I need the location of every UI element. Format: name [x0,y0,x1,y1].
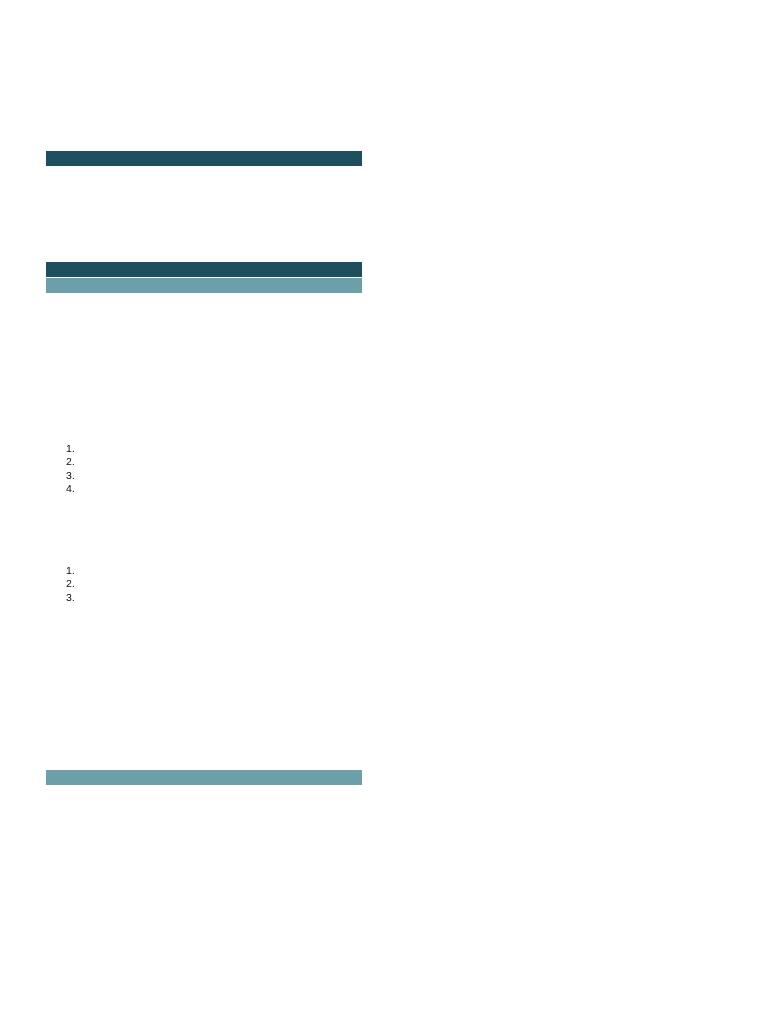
list-item [46,538,362,552]
list-item [46,812,362,826]
list-item: 1. [66,442,75,455]
list-item [46,728,362,742]
epiglottis-label [46,674,362,688]
pleura-label [46,948,362,962]
list-item [46,867,362,881]
list-item: 3. [66,592,75,605]
list-item [46,799,362,813]
list-item: 2. [66,578,75,591]
glottis-list [46,728,362,755]
list-item [46,361,362,375]
lower-tract-header [46,770,362,785]
anatomy-header [46,262,362,277]
regions-label [46,551,362,565]
list-item [46,167,362,181]
list-item [46,235,362,249]
list-item [46,221,362,235]
upper-tract-header [46,278,362,293]
list-item-continuation [46,701,362,715]
larynx-label [46,619,362,633]
list-item [46,524,362,538]
list-item [46,646,362,660]
list-item [46,334,362,348]
list-item: 4. [66,483,75,496]
list-item: 2. [66,456,75,469]
list-item [46,826,362,840]
list-item [46,894,362,908]
nose-label [46,293,362,307]
pharynx-label [46,511,362,525]
lungs-list [46,867,362,881]
list-item [46,880,362,894]
anatomy-section [46,262,362,755]
list-item [46,633,362,647]
lungs-list-2 [46,894,362,908]
list-item: 3. [66,469,75,482]
left-column [46,151,362,249]
list-item [46,208,362,222]
lungs-label [46,853,362,867]
list-item [46,402,362,416]
list-item [46,194,362,208]
list-item [46,687,362,701]
functions-list [46,167,362,249]
trachea-list [46,799,362,840]
list-item [46,907,362,921]
left-lung-sublist [46,880,362,894]
list-item [46,307,362,321]
sinuses-list [46,443,362,497]
regions-list [46,565,362,606]
glottis-label [46,714,362,728]
right-lung-sublist [46,907,362,921]
lobes-note [46,921,362,935]
list-item [46,742,362,756]
list-item [46,320,362,334]
larynx-list [46,633,362,660]
paranasal-label [46,388,362,402]
trachea-label [46,785,362,799]
functions-header [46,151,362,166]
nose-list [46,307,362,375]
lower-tract-section [46,770,362,962]
epiglottis-list [46,687,362,714]
paranasal-list [46,402,362,416]
four-sinuses-label [46,429,362,443]
pharynx-list [46,524,362,551]
list-item [46,181,362,195]
list-item [46,347,362,361]
list-item: 1. [66,564,75,577]
